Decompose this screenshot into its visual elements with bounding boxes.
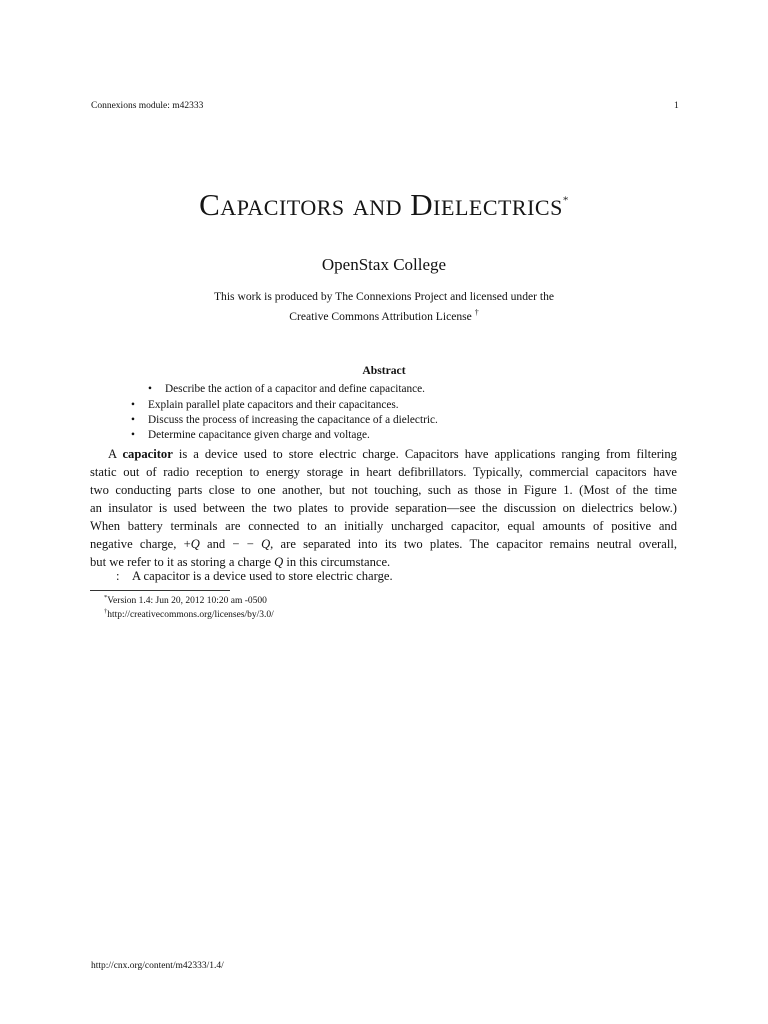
abstract-item-text: Determine capacitance given charge and voltage. bbox=[148, 429, 370, 441]
bullet-icon: • bbox=[131, 429, 135, 441]
abstract-item bbox=[131, 429, 370, 441]
footnote-mark: † bbox=[104, 608, 108, 615]
document-title bbox=[0, 187, 768, 223]
license-line-1: This work is produced by The Connexions Project and licensed under the bbox=[213, 290, 555, 303]
paragraph-line bbox=[90, 537, 677, 552]
license-link[interactable]: Creative Commons Attribution License bbox=[289, 309, 472, 323]
title-text: Capacitors and Dielectrics bbox=[199, 187, 563, 222]
footnote-divider bbox=[90, 590, 230, 591]
license-statement bbox=[0, 289, 768, 325]
text-run: two conducting parts close to one another, but not touching, such as those in Figure 1. (Most of the time bbox=[90, 483, 677, 497]
term-capacitor: capacitor bbox=[122, 447, 173, 461]
math-q: Q bbox=[261, 537, 271, 551]
running-header: Connexions module: m42333 bbox=[91, 101, 204, 111]
bullet-icon: • bbox=[148, 383, 152, 395]
bullet-icon: • bbox=[131, 399, 135, 411]
abstract-item bbox=[131, 414, 438, 426]
abstract-item-text: Explain parallel plate capacitors and their capacitances. bbox=[148, 399, 399, 411]
math-q: Q bbox=[190, 537, 200, 551]
definition-text: A capacitor is a device used to store electric charge. bbox=[132, 569, 393, 583]
license-footnote-mark: † bbox=[474, 308, 479, 317]
abstract-item-text: Describe the action of a capacitor and define capacitance. bbox=[165, 383, 425, 395]
page-number: 1 bbox=[674, 101, 679, 111]
abstract-item bbox=[131, 399, 399, 411]
text-run: in this circumstance. bbox=[283, 555, 391, 569]
text-run: A bbox=[108, 447, 123, 461]
footnote-license-url bbox=[104, 608, 274, 620]
author: OpenStax College bbox=[321, 255, 447, 274]
abstract-item bbox=[148, 383, 425, 395]
footnote-version bbox=[104, 594, 267, 606]
paragraph-line bbox=[108, 447, 677, 462]
definition-colon: : bbox=[116, 569, 120, 583]
bullet-icon: • bbox=[131, 414, 135, 426]
license-line-2 bbox=[0, 305, 768, 325]
footnote-mark: * bbox=[104, 594, 108, 601]
abstract-item-text: Discuss the process of increasing the capacitance of a dielectric. bbox=[148, 414, 438, 426]
abstract-heading: Abstract bbox=[362, 364, 406, 377]
paragraph-line: When battery terminals are connected to an initially uncharged capacitor, equal amounts of positive and bbox=[90, 519, 677, 533]
text-run: and − − bbox=[199, 537, 254, 551]
paragraph-line: an insulator is used between the two plates to provide separation—see the discussion on dielectrics below.) bbox=[90, 501, 677, 515]
math-q: Q bbox=[274, 555, 284, 569]
paragraph-line bbox=[90, 483, 677, 498]
footer-url-link[interactable]: http://cnx.org/content/m42333/1.4/ bbox=[91, 961, 224, 971]
text-run: , are separated into its two plates. The capacitor remains neutral overall, bbox=[270, 537, 677, 551]
paragraph-line bbox=[90, 555, 390, 570]
footnote-link[interactable]: http://creativecommons.org/licenses/by/3.0/ bbox=[107, 610, 274, 621]
footnote-text: Version 1.4: Jun 20, 2012 10:20 am -0500 bbox=[107, 596, 267, 607]
text-run: but we refer to it as storing a charge bbox=[90, 555, 275, 569]
definition-note bbox=[116, 569, 393, 584]
text-run: is a device used to store electric charge. Capacitors have applications ranging from filtering bbox=[172, 447, 677, 461]
title-footnote-mark: * bbox=[562, 194, 569, 207]
text-run: negative charge, + bbox=[90, 537, 191, 551]
paragraph-line: static out of radio reception to energy storage in heart defibrillators. Typically, commercial capacitors have bbox=[90, 465, 677, 479]
